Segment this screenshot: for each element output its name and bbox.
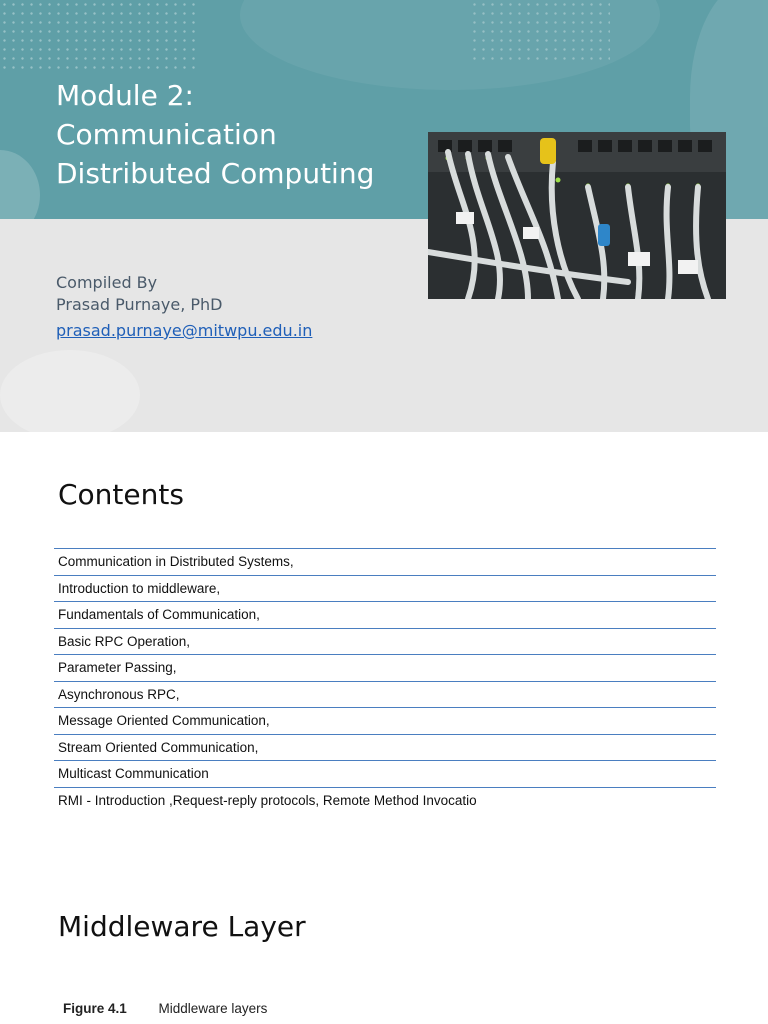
compiled-by <box>56 272 222 316</box>
contents-item: RMI - Introduction ,Request-reply protocols, Remote Method Invocatio <box>58 792 477 808</box>
title-line: Module 2: <box>56 79 194 112</box>
contents-item: Message Oriented Communication, <box>54 708 716 735</box>
compiled-by-label: Compiled By <box>56 273 158 292</box>
contents-heading: Contents <box>58 478 184 511</box>
contents-item: Communication in Distributed Systems, <box>54 549 716 576</box>
contents-list <box>54 548 716 814</box>
contents-item: Asynchronous RPC, <box>54 682 716 709</box>
author-name: Prasad Purnaye, PhD <box>56 295 223 314</box>
slide-title <box>56 76 374 193</box>
contents-item: Basic RPC Operation, <box>54 629 716 656</box>
contents-item: Stream Oriented Communication, <box>54 735 716 762</box>
figure-caption <box>63 1001 267 1016</box>
figure-number: Figure 4.1 <box>63 1001 127 1016</box>
title-line: Distributed Computing <box>56 157 375 190</box>
contents-item: Fundamentals of Communication, <box>54 602 716 629</box>
network-cables-photo <box>428 132 726 299</box>
contents-item: Multicast Communication <box>54 761 716 788</box>
figure-caption-text: Middleware layers <box>158 1001 268 1016</box>
middleware-heading: Middleware Layer <box>58 910 306 943</box>
title-slide <box>0 0 768 432</box>
title-line: Communication <box>56 118 277 151</box>
contents-item: Parameter Passing, <box>54 655 716 682</box>
author-email-link[interactable]: prasad.purnaye@mitwpu.edu.in <box>56 321 313 340</box>
contents-item: Introduction to middleware, <box>54 576 716 603</box>
